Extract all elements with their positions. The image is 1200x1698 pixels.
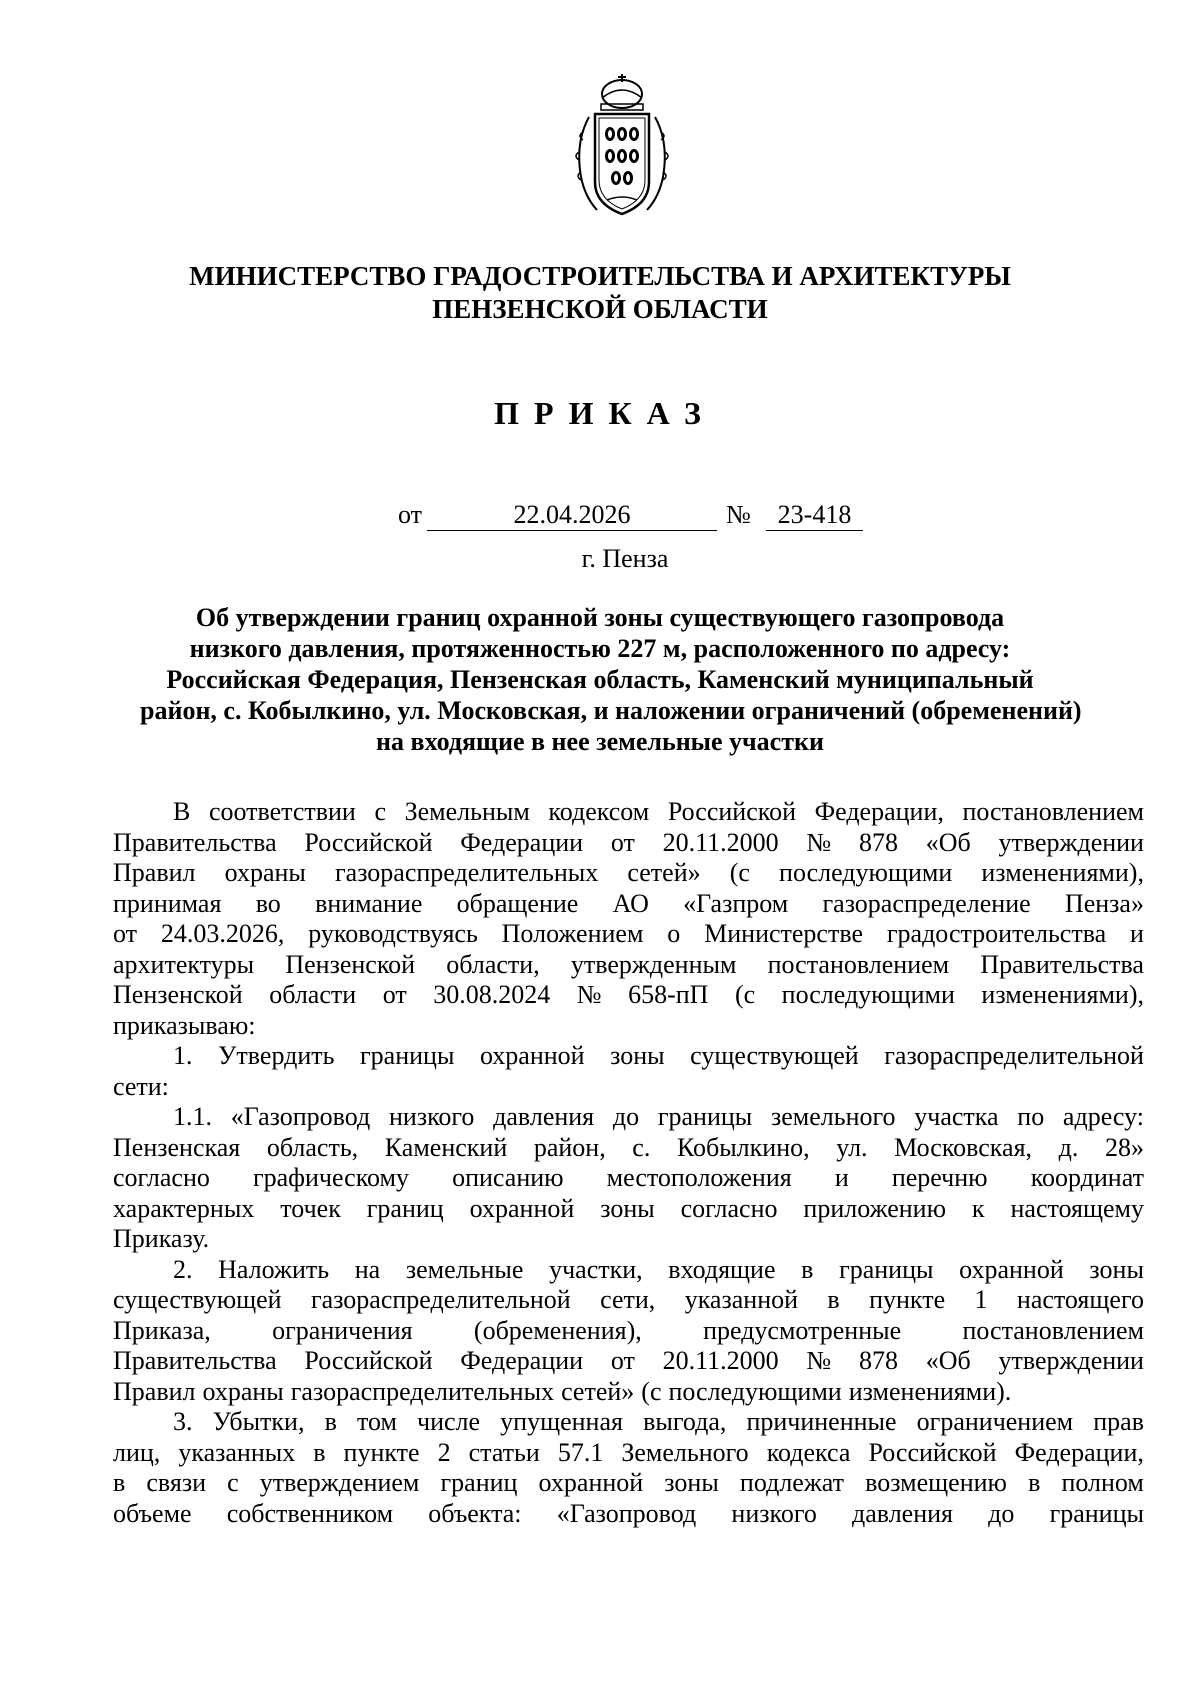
word: местоположения [606, 1163, 792, 1192]
word: Российской [304, 1346, 433, 1375]
word: Федерации [460, 827, 584, 857]
word: изменениями), [981, 858, 1144, 887]
word: по [1017, 1102, 1045, 1131]
word: ограничением [916, 1407, 1074, 1436]
word: в [113, 1468, 126, 1497]
word: утверждении [998, 827, 1144, 857]
word: участка [914, 1102, 999, 1131]
body-line [113, 1072, 1144, 1103]
word: входящие [668, 1254, 776, 1284]
word: последующими [779, 858, 953, 887]
word: Пензенская [113, 1132, 241, 1162]
word: подлежат [739, 1468, 845, 1497]
word: Московская, [894, 1132, 1033, 1162]
word: причиненные [746, 1407, 897, 1436]
word: том [356, 1407, 397, 1436]
word: Правительства [113, 1346, 277, 1375]
word: приложению [803, 1193, 946, 1223]
order-subject [140, 602, 1082, 757]
word: зоны [664, 1468, 719, 1497]
subject-line: Российская Федерация, Пензенская область, Каменский муниципальный [166, 665, 1034, 694]
word: согласно [113, 1163, 210, 1192]
word: соответствии [208, 797, 356, 826]
word: 658-пП [628, 980, 709, 1009]
word: участки, [549, 1254, 643, 1284]
word: Пенза» [1064, 888, 1144, 918]
word: руководствуясь [308, 919, 478, 948]
word: границы [657, 1102, 753, 1131]
word: в [1028, 1468, 1041, 1497]
word: «Об [925, 827, 971, 857]
word: указанных [178, 1437, 296, 1467]
word: на [354, 1254, 381, 1284]
word: 30.08.2024 [433, 980, 551, 1009]
word: существующей [113, 1285, 282, 1314]
word: газораспределительных [334, 858, 599, 887]
word: Наложить [218, 1254, 330, 1284]
word: графическому [252, 1163, 409, 1192]
word: полном [1061, 1468, 1144, 1497]
word: земельного [770, 1102, 896, 1131]
word: объекта: [428, 1498, 522, 1528]
word: перечню [891, 1163, 988, 1192]
word: Российской [667, 797, 796, 826]
body-line [113, 1102, 1144, 1133]
word: д. [1058, 1132, 1079, 1162]
word: с [227, 1468, 239, 1497]
subject-line: низкого давления, протяженностью 227 м, расположенного по адресу: [189, 634, 1011, 663]
body-line [113, 1438, 1144, 1469]
word: внимание [315, 888, 423, 918]
word: к [971, 1193, 985, 1223]
word: область, [266, 1132, 359, 1162]
word: приказываю: [113, 1010, 256, 1040]
word: области, [446, 949, 540, 979]
word: № [576, 980, 602, 1009]
word: давления [852, 1498, 954, 1528]
word: (с [641, 1376, 662, 1406]
word: низкого [388, 1102, 475, 1131]
word: Убытки, [212, 1407, 305, 1436]
word: Каменский [384, 1132, 508, 1162]
word: 2 [437, 1437, 451, 1467]
body-line [113, 1255, 1144, 1286]
word: Правил [113, 1376, 196, 1406]
word: изменениями), [981, 980, 1144, 1009]
word: границы [1049, 1498, 1144, 1528]
word: утверждением [259, 1468, 420, 1497]
word: (обременения), [473, 1315, 642, 1345]
word: ул. [836, 1132, 868, 1162]
word: сетей» [561, 1376, 635, 1406]
word: точек [280, 1193, 341, 1223]
body-line [113, 1377, 1144, 1408]
word: градостроительства [886, 919, 1107, 948]
word: постановлением [962, 797, 1144, 826]
word: последующими [781, 980, 955, 1009]
word: последующими [668, 1376, 842, 1406]
word: статьи [468, 1437, 540, 1467]
word: 1. [173, 1041, 193, 1070]
word: зоны [1089, 1254, 1144, 1284]
word: от [382, 980, 407, 1009]
word: выгода, [643, 1407, 727, 1436]
word: охранной [959, 1254, 1064, 1284]
word: зоны [600, 1193, 655, 1223]
word: области [269, 980, 357, 1009]
word: охраны [224, 858, 306, 887]
word: Федерации, [814, 797, 944, 826]
word: обращение [456, 888, 579, 918]
word: земельные [405, 1254, 524, 1284]
word: от [113, 919, 138, 948]
word: с [374, 797, 386, 826]
word: утверждении [998, 1346, 1144, 1375]
word: изменениями). [848, 1376, 1012, 1406]
word: существующей [690, 1041, 859, 1070]
word: в [827, 1285, 840, 1314]
body-line [113, 1041, 1144, 1072]
word: границ [366, 1193, 444, 1223]
body-line [113, 1224, 1144, 1255]
word: газораспределительной [884, 1041, 1144, 1070]
word: предусмотренные [703, 1315, 902, 1345]
word: Правительства [113, 827, 277, 857]
ministry-line-1: МИНИСТЕРСТВО ГРАДОСТРОИТЕЛЬСТВА И АРХИТЕКТУРЫ [189, 261, 1011, 291]
body-line [113, 1285, 1144, 1316]
word: принимая [113, 888, 222, 918]
word: возмещению [865, 1468, 1007, 1497]
word: пункте [869, 1285, 946, 1314]
subject-line: на входящие в нее земельные участки [376, 727, 824, 756]
word: 20.11.2000 [662, 827, 779, 857]
word: утвержденным [570, 949, 737, 979]
word: до [612, 1102, 640, 1131]
word: (с [734, 980, 756, 1009]
coat-of-arms-emblem [567, 72, 677, 222]
word: Российской [868, 1437, 997, 1467]
body-line [113, 1316, 1144, 1347]
word: 3. [173, 1407, 193, 1436]
body-line [113, 828, 1144, 859]
word: кодекса [766, 1437, 851, 1467]
word: границ [440, 1468, 518, 1497]
word: район, [533, 1132, 606, 1162]
ministry-name [0, 260, 1200, 326]
word: 2. [173, 1254, 193, 1284]
word: охраны [202, 1376, 284, 1406]
word: и [1130, 919, 1144, 948]
order-body [113, 797, 1144, 1529]
word: границы [360, 1041, 455, 1070]
word: 57.1 [557, 1437, 604, 1467]
word: «Об [925, 1346, 971, 1375]
word: сетей» [627, 858, 701, 887]
subject-line: район, с. Кобылкино, ул. Московская, и наложении ограничений (обременений) [140, 696, 1082, 725]
word: 20.11.2000 [662, 1346, 779, 1375]
date-from-label: от [398, 500, 423, 529]
word: Пензенской [285, 949, 416, 979]
word: границы [839, 1254, 934, 1284]
body-line [113, 1133, 1144, 1164]
word: собственником [226, 1498, 394, 1528]
order-number: 23-418 [766, 500, 863, 531]
word: Приказа, [113, 1315, 211, 1345]
body-line [113, 1346, 1144, 1377]
word: «Газпром [683, 888, 789, 918]
word: Пензенской [113, 980, 243, 1009]
word: характерных [113, 1193, 255, 1223]
word: Правительства [980, 949, 1144, 979]
word: газораспределительных [290, 1376, 555, 1406]
word: связи [146, 1468, 207, 1497]
word: В [173, 797, 191, 826]
word: Федерации [460, 1346, 584, 1375]
word: в [801, 1254, 814, 1284]
word: 878 [858, 827, 898, 857]
word: о [667, 919, 681, 948]
word: Приказу. [113, 1224, 210, 1253]
word: согласно [680, 1193, 778, 1223]
word: координат [1030, 1163, 1144, 1192]
word: Федерации, [1014, 1437, 1144, 1467]
word: 28» [1104, 1132, 1144, 1162]
word: настоящему [1010, 1193, 1144, 1223]
body-line [113, 950, 1144, 981]
body-line [113, 919, 1144, 950]
body-line [113, 1499, 1144, 1530]
body-line [113, 1194, 1144, 1225]
word: охранной [538, 1468, 644, 1497]
word: Министерстве [704, 919, 863, 948]
word: Утвердить [218, 1041, 335, 1070]
word: «Газопровод [230, 1102, 371, 1131]
body-line [113, 858, 1144, 889]
body-line [113, 797, 1144, 828]
body-line [113, 1011, 1144, 1042]
word: кодексом [548, 797, 650, 826]
order-dateline [398, 500, 878, 536]
word: до [988, 1498, 1015, 1528]
body-line [113, 1407, 1144, 1438]
word: Положением [501, 919, 644, 948]
order-title: ПРИКАЗ [494, 395, 716, 431]
word: газораспределительной [310, 1285, 571, 1314]
word: сети: [113, 1071, 169, 1101]
word: с. [632, 1132, 651, 1162]
order-number-label: № [726, 500, 751, 529]
word: сети, [600, 1285, 656, 1314]
body-line [113, 1163, 1144, 1194]
word: Земельным [404, 797, 530, 826]
word: давления [493, 1102, 595, 1131]
word: во [255, 888, 281, 918]
word: пункте [343, 1437, 420, 1467]
word: постановлением [767, 949, 950, 979]
word: лиц, [113, 1437, 161, 1467]
word: от [610, 1346, 635, 1375]
word: постановлением [962, 1315, 1144, 1345]
word: Правил [113, 858, 196, 887]
word: Кобылкино, [676, 1132, 810, 1162]
word: № [806, 1346, 832, 1375]
word: от [610, 827, 635, 857]
word: архитектуры [113, 949, 255, 979]
word: указанной [684, 1285, 799, 1314]
body-line [113, 980, 1144, 1011]
word: настоящего [1016, 1285, 1144, 1314]
word: охранной [479, 1041, 585, 1070]
word: 1 [974, 1285, 988, 1314]
word: объеме [113, 1498, 192, 1528]
word: адресу: [1062, 1102, 1144, 1131]
word: АО [612, 888, 649, 918]
ministry-line-2: ПЕНЗЕНСКОЙ ОБЛАСТИ [432, 294, 768, 324]
word: ограничения [272, 1315, 413, 1345]
word: упущенная [500, 1407, 623, 1436]
word: Российской [304, 827, 433, 857]
word: зоны [610, 1041, 665, 1070]
word: описанию [452, 1163, 564, 1192]
word: в [324, 1407, 337, 1436]
word: числе [417, 1407, 481, 1436]
word: охранной [469, 1193, 575, 1223]
word: Земельного [621, 1437, 749, 1467]
word: 878 [858, 1346, 898, 1375]
body-line [113, 889, 1144, 920]
word: 24.03.2026, [160, 919, 285, 948]
word: и [834, 1163, 849, 1192]
word: 1.1. [173, 1102, 212, 1131]
subject-line: Об утверждении границ охранной зоны существующего газопровода [195, 603, 1005, 632]
word: (с [729, 858, 750, 887]
word: «Газопровод [556, 1498, 697, 1528]
city-line: г. Пенза [581, 544, 669, 573]
body-line [113, 1468, 1144, 1499]
word: прав [1093, 1407, 1144, 1436]
word: газораспределение [822, 888, 1031, 918]
order-date: 22.04.2026 [427, 500, 717, 531]
word: низкого [731, 1498, 817, 1528]
word: в [313, 1437, 326, 1467]
word: № [806, 827, 832, 857]
